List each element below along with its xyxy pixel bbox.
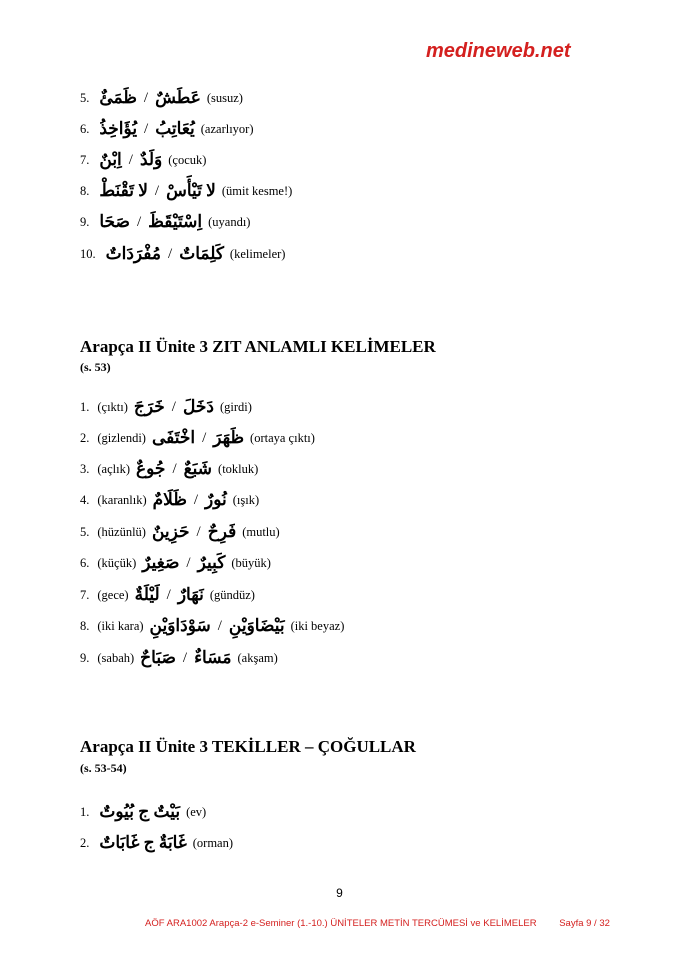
arabic-word: فَرِحٌ xyxy=(207,522,237,541)
separator: / xyxy=(172,460,177,477)
arabic-word: بَيْتٌ ج بُيُوتٌ xyxy=(99,802,181,821)
arabic-word: صَحَا xyxy=(99,212,130,231)
list-item xyxy=(80,395,254,419)
translation: (akşam) xyxy=(237,650,278,665)
arabic-word: لَيْلَةٌ xyxy=(134,585,160,604)
separator: / xyxy=(202,429,207,446)
list-item xyxy=(80,457,260,481)
item-number: 1. xyxy=(80,399,90,414)
list-item xyxy=(80,583,257,607)
item-number: 6. xyxy=(80,555,90,570)
arabic-word: جُوعٌ xyxy=(136,459,166,478)
translation: (ev) xyxy=(186,804,207,819)
translation: (girdi) xyxy=(219,399,252,414)
translation: (ışık) xyxy=(232,492,260,507)
item-number: 5. xyxy=(80,90,90,105)
list-item xyxy=(80,426,317,450)
page-number: 9 xyxy=(336,886,343,900)
item-number: 2. xyxy=(80,835,90,850)
translation: (gündüz) xyxy=(209,587,255,602)
item-number: 7. xyxy=(80,152,90,167)
list-item xyxy=(80,148,208,172)
translation: (hüzünlü) xyxy=(97,524,146,539)
separator: / xyxy=(136,213,142,230)
item-number: 1. xyxy=(80,804,90,819)
arabic-word: لا تَيْأَسْ xyxy=(166,181,216,200)
translation: (gece) xyxy=(97,587,129,602)
arabic-word: بَيْضَاوَيْنِ xyxy=(228,616,285,635)
arabic-word: كَلِمَاتٌ xyxy=(179,244,224,263)
list-item xyxy=(80,488,261,512)
list-item xyxy=(80,520,282,544)
arabic-word: يُؤَاخِذُ xyxy=(99,119,138,138)
item-number: 8. xyxy=(80,183,90,198)
item-number: 6. xyxy=(80,121,90,136)
arabic-word: وَلَدٌ xyxy=(139,150,163,169)
arabic-word: ظَلَامٌ xyxy=(152,490,187,509)
arabic-word: شَبَعٌ xyxy=(183,459,213,478)
item-number: 7. xyxy=(80,587,90,602)
separator: / xyxy=(144,120,149,137)
arabic-word: ظَمَئٌ xyxy=(99,88,137,107)
arabic-word: اِبْنٌ xyxy=(99,150,122,169)
arabic-word: نُورٌ xyxy=(205,490,227,509)
watermark: medineweb.net xyxy=(426,40,571,62)
arabic-word: حَزِينٌ xyxy=(151,522,190,541)
separator: / xyxy=(171,398,176,415)
translation: (açlık) xyxy=(97,461,130,476)
translation: (sabah) xyxy=(97,650,135,665)
list-item xyxy=(80,242,287,266)
item-number: 2. xyxy=(80,430,90,445)
translation: (iki beyaz) xyxy=(290,618,345,633)
translation: (susuz) xyxy=(206,90,243,105)
section-subtitle: (s. 53) xyxy=(80,360,111,374)
arabic-word: دَخَلَ xyxy=(182,397,214,416)
item-number: 9. xyxy=(80,214,90,229)
item-number: 10. xyxy=(80,246,96,261)
translation: (mutlu) xyxy=(242,524,280,539)
list-item xyxy=(80,117,256,141)
arabic-word: نَهَارٌ xyxy=(177,585,204,604)
list-item xyxy=(80,551,273,575)
arabic-word: اِسْتَيْقَظَ xyxy=(148,212,203,231)
arabic-word: مَسَاءٌ xyxy=(194,648,232,667)
translation: (iki kara) xyxy=(97,618,144,633)
item-number: 8. xyxy=(80,618,90,633)
translation: (ümit kesme!) xyxy=(221,183,293,198)
translation: (uyandı) xyxy=(208,214,251,229)
arabic-word: ظَهَرَ xyxy=(213,428,245,447)
translation: (ortaya çıktı) xyxy=(250,430,315,445)
list-item xyxy=(80,179,294,203)
translation: (orman) xyxy=(192,835,234,850)
arabic-word: خَرَجَ xyxy=(133,397,165,416)
separator: / xyxy=(128,151,133,168)
separator: / xyxy=(143,89,149,106)
separator: / xyxy=(168,245,173,262)
arabic-word: كَبِيرٌ xyxy=(197,553,226,572)
item-number: 9. xyxy=(80,650,90,665)
arabic-word: صَبَاحٌ xyxy=(140,648,176,667)
section-title: Arapça II Ünite 3 ZIT ANLAMLI KELİMELER xyxy=(80,337,436,356)
translation: (azarlıyor) xyxy=(200,121,254,136)
arabic-word: عَطَشٌ xyxy=(155,88,201,107)
item-number: 5. xyxy=(80,524,90,539)
translation: (kelimeler) xyxy=(229,246,286,261)
arabic-word: سَوْدَاوَيْنِ xyxy=(149,616,211,635)
section-title: Arapça II Ünite 3 TEKİLLER – ÇOĞULLAR xyxy=(80,737,416,756)
footer xyxy=(145,918,610,929)
arabic-word: صَغِيرٌ xyxy=(142,553,180,572)
list-item xyxy=(80,800,208,824)
translation: (gizlendi) xyxy=(97,430,146,445)
translation: (küçük) xyxy=(97,555,137,570)
list-item xyxy=(80,614,346,638)
separator: / xyxy=(182,649,188,666)
translation: (büyük) xyxy=(231,555,271,570)
arabic-word: مُفْرَدَاتٌ xyxy=(105,244,162,263)
separator: / xyxy=(186,554,191,571)
list-item xyxy=(80,831,235,855)
list-item xyxy=(80,210,252,234)
footer-text: AÖF ARA1002 Arapça-2 e-Seminer (1.-10.) ÜNİTELER METİN TERCÜMESİ ve KELİMELER xyxy=(145,918,537,929)
translation: (karanlık) xyxy=(97,492,147,507)
footer-page: Sayfa 9 / 32 xyxy=(559,918,610,929)
translation: (çocuk) xyxy=(168,152,207,167)
arabic-word: اخْتَفَى xyxy=(151,428,196,447)
list-item xyxy=(80,86,245,110)
arabic-word: يُعَاتِبُ xyxy=(155,119,195,138)
arabic-word: غَابَةٌ ج غَابَاتٌ xyxy=(99,833,187,852)
section-subtitle: (s. 53-54) xyxy=(80,761,127,775)
separator: / xyxy=(193,491,199,508)
arabic-word: لا تَقْنَطْ xyxy=(99,181,148,200)
separator: / xyxy=(196,523,201,540)
translation: (tokluk) xyxy=(218,461,259,476)
separator: / xyxy=(166,586,171,603)
item-number: 4. xyxy=(80,492,90,507)
list-item xyxy=(80,646,280,670)
item-number: 3. xyxy=(80,461,90,476)
separator: / xyxy=(154,182,160,199)
separator: / xyxy=(217,617,222,634)
translation: (çıktı) xyxy=(97,399,128,414)
